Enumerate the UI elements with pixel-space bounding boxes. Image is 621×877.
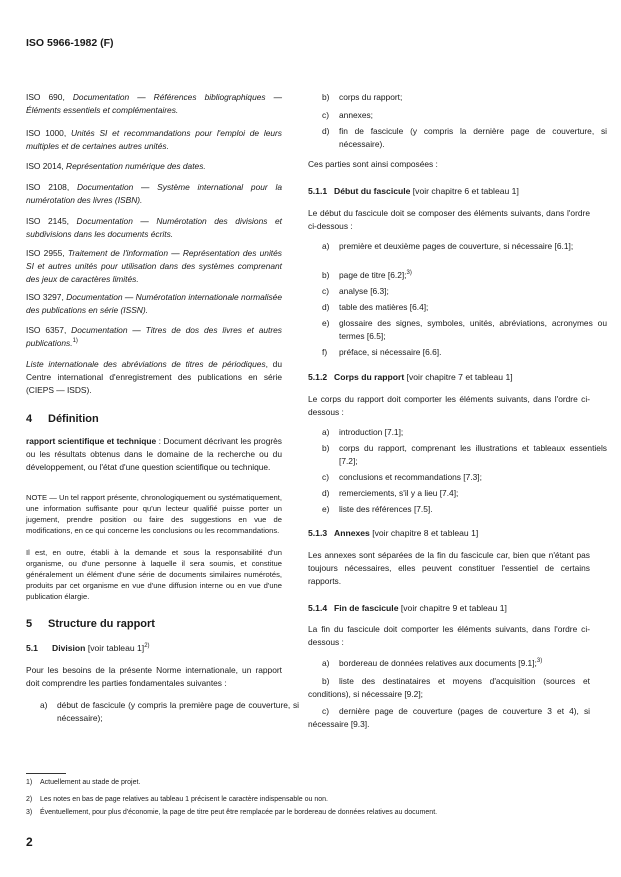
section-title: Annexes xyxy=(334,528,370,538)
list-text: corps du rapport; xyxy=(339,92,403,102)
footnote-marker: 3) xyxy=(26,809,33,816)
list-marker: a) xyxy=(322,427,330,437)
list-item xyxy=(322,503,607,516)
section-text: Les annexes sont séparées de la fin du fascicule car, bien que n'étant pas toujours nécessaires, elles peuvent constituer l'essentiel de certains rapports. xyxy=(308,550,590,586)
reference-item xyxy=(26,127,282,153)
list-marker: c) xyxy=(322,286,329,296)
footnote xyxy=(26,808,437,818)
list-text: bordereau de données relatives aux documents [9.1]; xyxy=(339,658,537,668)
footnote-marker: 1) xyxy=(26,779,33,786)
section-title: Définition xyxy=(48,413,99,425)
section-intro: Le corps du rapport doit comporter les éléments suivants, dans l'ordre ci-dessous : xyxy=(308,394,590,417)
list-text: glossaire des signes, symboles, unités, abréviations, acronymes ou termes [6.5]; xyxy=(339,318,607,341)
list-text: fin de fascicule (y compris la dernière page de couverture, si nécessaire). xyxy=(339,126,607,149)
list-text: remerciements, s'il y a lieu [7.4]; xyxy=(339,488,459,498)
list-item xyxy=(40,699,299,725)
list-text: conclusions et recommandations [7.3]; xyxy=(339,472,482,482)
list-marker: a) xyxy=(322,241,330,251)
footnote xyxy=(26,795,328,805)
section-5-1-intro: Pour les besoins de la présente Norme internationale, un rapport doit comprendre les parties fondamentales suivantes : xyxy=(26,665,282,688)
section-intro: Le début du fascicule doit se composer des éléments suivants, dans l'ordre ci-dessous : xyxy=(308,208,590,231)
list-item xyxy=(308,705,590,731)
reference-item xyxy=(26,291,282,317)
footnote-text: Actuellement au stade de projet. xyxy=(40,779,141,786)
reference-item xyxy=(26,160,282,173)
list-text: première et deuxième pages de couverture, si nécessaire [6.1]; xyxy=(339,241,574,251)
list-marker: a) xyxy=(40,700,48,710)
footnote-text: Les notes en bas de page relatives au tableau 1 précisent le caractère indispensable ou non. xyxy=(40,796,328,803)
footnote-ref: 1) xyxy=(72,338,78,345)
section-5-heading xyxy=(26,618,155,631)
list-marker: c) xyxy=(322,110,329,120)
list-text: page de titre [6.2]; xyxy=(339,270,407,280)
list-marker: b) xyxy=(322,676,330,686)
reference-title: Documentation — Références bibliographiques — Éléments essentiels et complémentaires. xyxy=(26,92,282,115)
definition-term: rapport scientifique et technique xyxy=(26,436,157,446)
footnote-divider xyxy=(26,773,66,774)
list-item xyxy=(322,301,607,314)
section-title: Division xyxy=(52,643,86,653)
section-ref: [voir chapitre 7 et tableau 1] xyxy=(404,372,513,382)
section-5-1-4-heading xyxy=(308,602,507,615)
section-5-1-heading xyxy=(26,642,150,655)
footnote xyxy=(26,778,140,788)
list-text: dernière page de couverture (pages de couverture 3 et 4), si nécessaire [9.3]. xyxy=(308,706,590,729)
list-item xyxy=(322,240,607,253)
section-5-1-2-heading xyxy=(308,371,513,384)
section-number: 5.1 xyxy=(26,643,38,653)
section-5-1-1-heading xyxy=(308,185,519,198)
list-item xyxy=(322,346,607,359)
reference-item xyxy=(26,215,282,241)
section-title: Structure du rapport xyxy=(48,618,155,630)
reference-title: Liste internationale des abréviations de titres de périodiques xyxy=(26,359,266,369)
list-marker: b) xyxy=(322,270,330,280)
list-item xyxy=(322,91,607,104)
list-text: annexes; xyxy=(339,110,373,120)
list-marker: e) xyxy=(322,504,330,514)
section-ref: [voir chapitre 9 et tableau 1] xyxy=(398,603,507,613)
reference-code: ISO 2955, xyxy=(26,248,68,258)
definition-text: : Document décrivant les progrès ou les résultats obtenus dans le domaine de la recherche ou du développement, ou l'état d'une question scientifique ou technique. xyxy=(26,436,282,472)
page-number: 2 xyxy=(26,835,33,849)
reference-title: Documentation — Numérotation des divisions et subdivisions dans les documents écrits. xyxy=(26,216,282,239)
list-marker: d) xyxy=(322,488,330,498)
section-ref: [voir chapitre 8 et tableau 1] xyxy=(369,528,479,538)
reference-item xyxy=(26,181,282,207)
list-item xyxy=(308,675,590,701)
list-marker: a) xyxy=(322,658,330,668)
list-item xyxy=(322,487,607,500)
reference-title: Documentation — Numérotation internationale normalisée des publications en série (ISSN). xyxy=(26,292,282,315)
list-marker: c) xyxy=(322,706,329,716)
section-number: 5.1.4 xyxy=(308,603,328,613)
definition-note: NOTE — Un tel rapport présente, chronologiquement ou systématiquement, une information suffisante pour qu'un lecteur qualifié puisse porter un jugement, prendre position ou faire des suggestions en vue de modifications, en ce qui concerne les conclusions ou les recommandations. xyxy=(26,493,282,535)
list-marker: c) xyxy=(322,472,329,482)
list-marker: b) xyxy=(322,92,330,102)
reference-code: ISO 6357, xyxy=(26,325,72,335)
section-title: Début du fascicule xyxy=(334,186,411,196)
reference-item xyxy=(26,91,282,117)
list-text: introduction [7.1]; xyxy=(339,427,404,437)
list-item xyxy=(322,426,607,439)
document-header: ISO 5966-1982 (F) xyxy=(26,37,114,49)
reference-code: ISO 690, xyxy=(26,92,73,102)
reference-code: ISO 2145, xyxy=(26,216,77,226)
list-text: liste des références [7.5]. xyxy=(339,504,433,514)
section-4-heading xyxy=(26,413,99,426)
list-text: table des matières [6.4]; xyxy=(339,302,429,312)
list-item xyxy=(322,657,590,670)
reference-source: , du Centre international d'enregistrement des publications en série (CIEPS — ISDS). xyxy=(26,359,282,395)
section-number: 5.1.2 xyxy=(308,372,328,382)
list-text: corps du rapport, comprenant les illustrations et tableaux essentiels [7.2]; xyxy=(339,443,607,466)
section-ref: [voir tableau 1] xyxy=(85,643,145,653)
list-text: analyse [6.3]; xyxy=(339,286,389,296)
definition xyxy=(26,435,282,474)
list-marker: d) xyxy=(322,126,330,136)
list-text: préface, si nécessaire [6.6]. xyxy=(339,347,442,357)
section-number: 5.1.3 xyxy=(308,528,328,538)
reference-item xyxy=(26,324,282,350)
section-title: Corps du rapport xyxy=(334,372,405,382)
list-marker: e) xyxy=(322,318,330,328)
list-item xyxy=(322,285,607,298)
footnote-ref: 3) xyxy=(536,658,543,665)
list-marker: f) xyxy=(322,347,328,357)
list-item xyxy=(322,317,607,343)
compose-text: Ces parties sont ainsi composées : xyxy=(308,159,438,169)
reference-title: Documentation — Titres de dos des livres et autres publications. xyxy=(26,325,282,348)
list-item xyxy=(322,269,607,282)
reference-title: Représentation numérique des dates. xyxy=(66,161,206,171)
list-item xyxy=(322,125,607,151)
footnote-ref: 3) xyxy=(406,270,412,277)
list-marker: b) xyxy=(322,443,330,453)
reference-title: Documentation — Système international pour la numérotation des livres (ISBN). xyxy=(26,182,282,205)
list-item xyxy=(322,471,607,484)
footnote-marker: 2) xyxy=(26,796,33,803)
section-5-1-3-heading xyxy=(308,527,478,540)
definition-note-2: Il est, en outre, établi à la demande et sous la responsabilité d'un organisme, ou d'une personne à laquelle il sera soumis, et constitue généralement un élément d'une série de documents similaires numérotés, produits par cet organisme en vue d'une diffusion interne ou en vue d'une publication élargie. xyxy=(26,548,282,601)
reference-item xyxy=(26,247,282,286)
footnote-text: Éventuellement, pour plus d'économie, la page de titre peut être remplacée par le bordereau de données relatives au document. xyxy=(40,809,438,816)
reference-title: Unités SI et recommandations pour l'emploi de leurs multiples et de certaines autres unités. xyxy=(26,128,282,151)
section-title: Fin de fascicule xyxy=(334,603,399,613)
reference-code: ISO 1000, xyxy=(26,128,71,138)
reference-liste xyxy=(26,358,282,397)
reference-code: ISO 2108, xyxy=(26,182,77,192)
reference-code: ISO 2014, xyxy=(26,161,67,171)
list-item xyxy=(322,442,607,468)
list-marker: d) xyxy=(322,302,330,312)
list-text: liste des destinataires et moyens d'acquisition (sources et conditions), si nécessaire [9.2]; xyxy=(308,676,590,699)
section-ref: [voir chapitre 6 et tableau 1] xyxy=(410,186,519,196)
list-item xyxy=(322,109,607,122)
section-number: 4 xyxy=(26,413,33,425)
section-intro: La fin du fascicule doit comporter les éléments suivants, dans l'ordre ci-dessous : xyxy=(308,624,590,647)
reference-title: Traitement de l'information — Représentation des unités SI et autres unités pour utilisation dans des systèmes comprenant des jeux de caractères limités. xyxy=(26,248,282,284)
section-number: 5.1.1 xyxy=(308,186,328,196)
reference-code: ISO 3297, xyxy=(26,292,67,302)
section-number: 5 xyxy=(26,618,33,630)
footnote-ref: 2) xyxy=(144,643,150,650)
list-text: début de fascicule (y compris la première page de couverture, si nécessaire); xyxy=(57,700,299,723)
